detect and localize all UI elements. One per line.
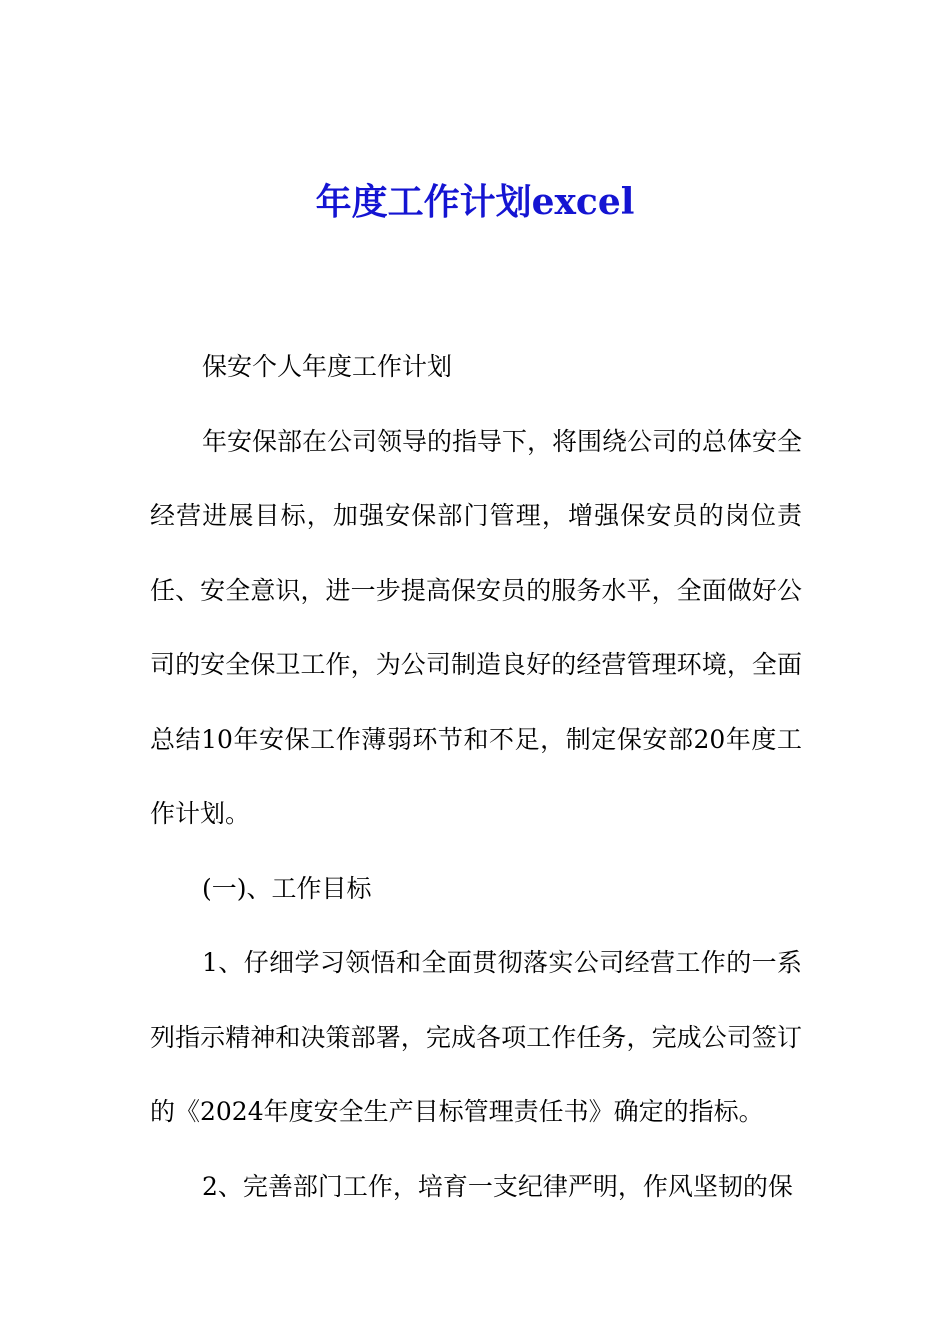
document-title: 年度工作计划excel <box>315 181 635 223</box>
list-item-1: 1、仔细学习领悟和全面贯彻落实公司经营工作的一系列指示精神和决策部署，完成各项工作任务，完成公司签订的《2024年度安全生产目标管理责任书》确定的指标。 <box>150 948 802 1126</box>
section-heading: 保安个人年度工作计划 <box>202 352 453 381</box>
document-body <box>150 330 802 1224</box>
subsection-heading: (一)、工作目标 <box>202 873 372 903</box>
list-item-2: 2、完善部门工作，培育一支纪律严明，作风坚韧的保 <box>202 1171 793 1201</box>
intro-paragraph: 年安保部在公司领导的指导下，将围绕公司的总体安全经营进展目标，加强安保部门管理，增强保安员的岗位责任、安全意识，进一步提高保安员的服务水平，全面做好公司的安全保卫工作，为公司制造良好的经营管理环境，全面总结10年安保工作薄弱环节和不足，制定保安部20年度工作计划。 <box>150 426 803 828</box>
